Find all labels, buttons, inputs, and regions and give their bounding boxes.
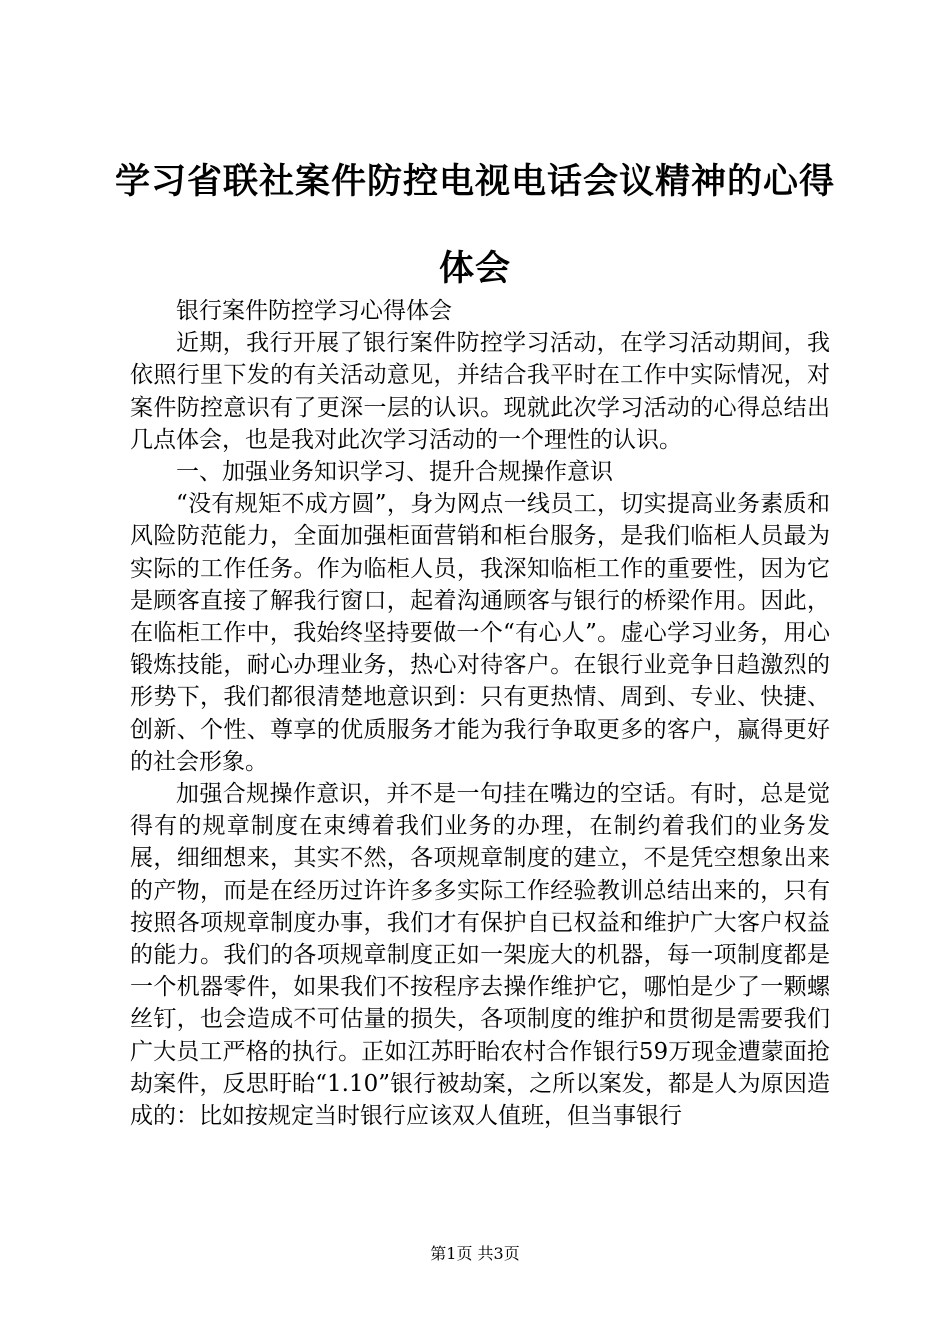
page-footer: 第1页 共3页 — [430, 1244, 520, 1263]
section-heading: 一、加强业务知识学习、提升合规操作意识 — [176, 459, 613, 486]
body-paragraph: 加强合规操作意识，并不是一句挂在嘴边的空话。有时，总是觉得有的规章制度在束缚着我们业务的办理，在制约着我们的业务发展，细细想来，其实不然，各项规章制度的建立，不是凭空想象出来的产物，而是在经历过许许多多实际工作经验教训总结出来的，只有按照各项规章制度办事，我们才有保护自已权益和维护广大客户权益的能力。我们的各项规章制度正如一架庞大的机器，每一项制度都是一个机器零件，如果我们不按程序去操作维护它，哪怕是少了一颗螺丝钉，也会造成不可估量的损失，各项制度的维护和贯彻是需要我们广大员工严格的执行。正如江苏盱眙农村合作银行59万现金遭蒙面抢劫案件，反思盱眙“1.10”银行被劫案，之所以案发，都是人为原因造成的：比如按规定当时银行应该双人值班，但当事银行 — [130, 781, 830, 1130]
body-paragraph: “没有规矩不成方圆”，身为网点一线员工，切实提高业务素质和风险防范能力，全面加强柜面营销和柜台服务，是我们临柜人员最为实际的工作任务。作为临柜人员，我深知临柜工作的重要性，因为它是顾客直接了解我行窗口，起着沟通顾客与银行的桥梁作用。因此，在临柜工作中，我始终坚持要做一个“有心人”。虚心学习业务，用心锻炼技能，耐心办理业务，热心对待客户。在银行业竞争日趋激烈的形势下，我们都很清楚地意识到：只有更热情、周到、专业、快捷、创新、个性、尊享的优质服务才能为我行争取更多的客户，赢得更好的社会形象。 — [130, 491, 830, 775]
document-body — [130, 295, 830, 1132]
document-title-line-1: 学习省联社案件防控电视电话会议精神的心得 — [114, 162, 835, 202]
intro-paragraph: 近期，我行开展了银行案件防控学习活动，在学习活动期间，我依照行里下发的有关活动意见，并结合我平时在工作中实际情况，对案件防控意识有了更深一层的认识。现就此次学习活动的心得总结出几点体会，也是我对此次学习活动的一个理性的认识。 — [130, 330, 830, 453]
document-title-line-2: 体会 — [438, 249, 511, 289]
subtitle-paragraph: 银行案件防控学习心得体会 — [176, 298, 452, 324]
